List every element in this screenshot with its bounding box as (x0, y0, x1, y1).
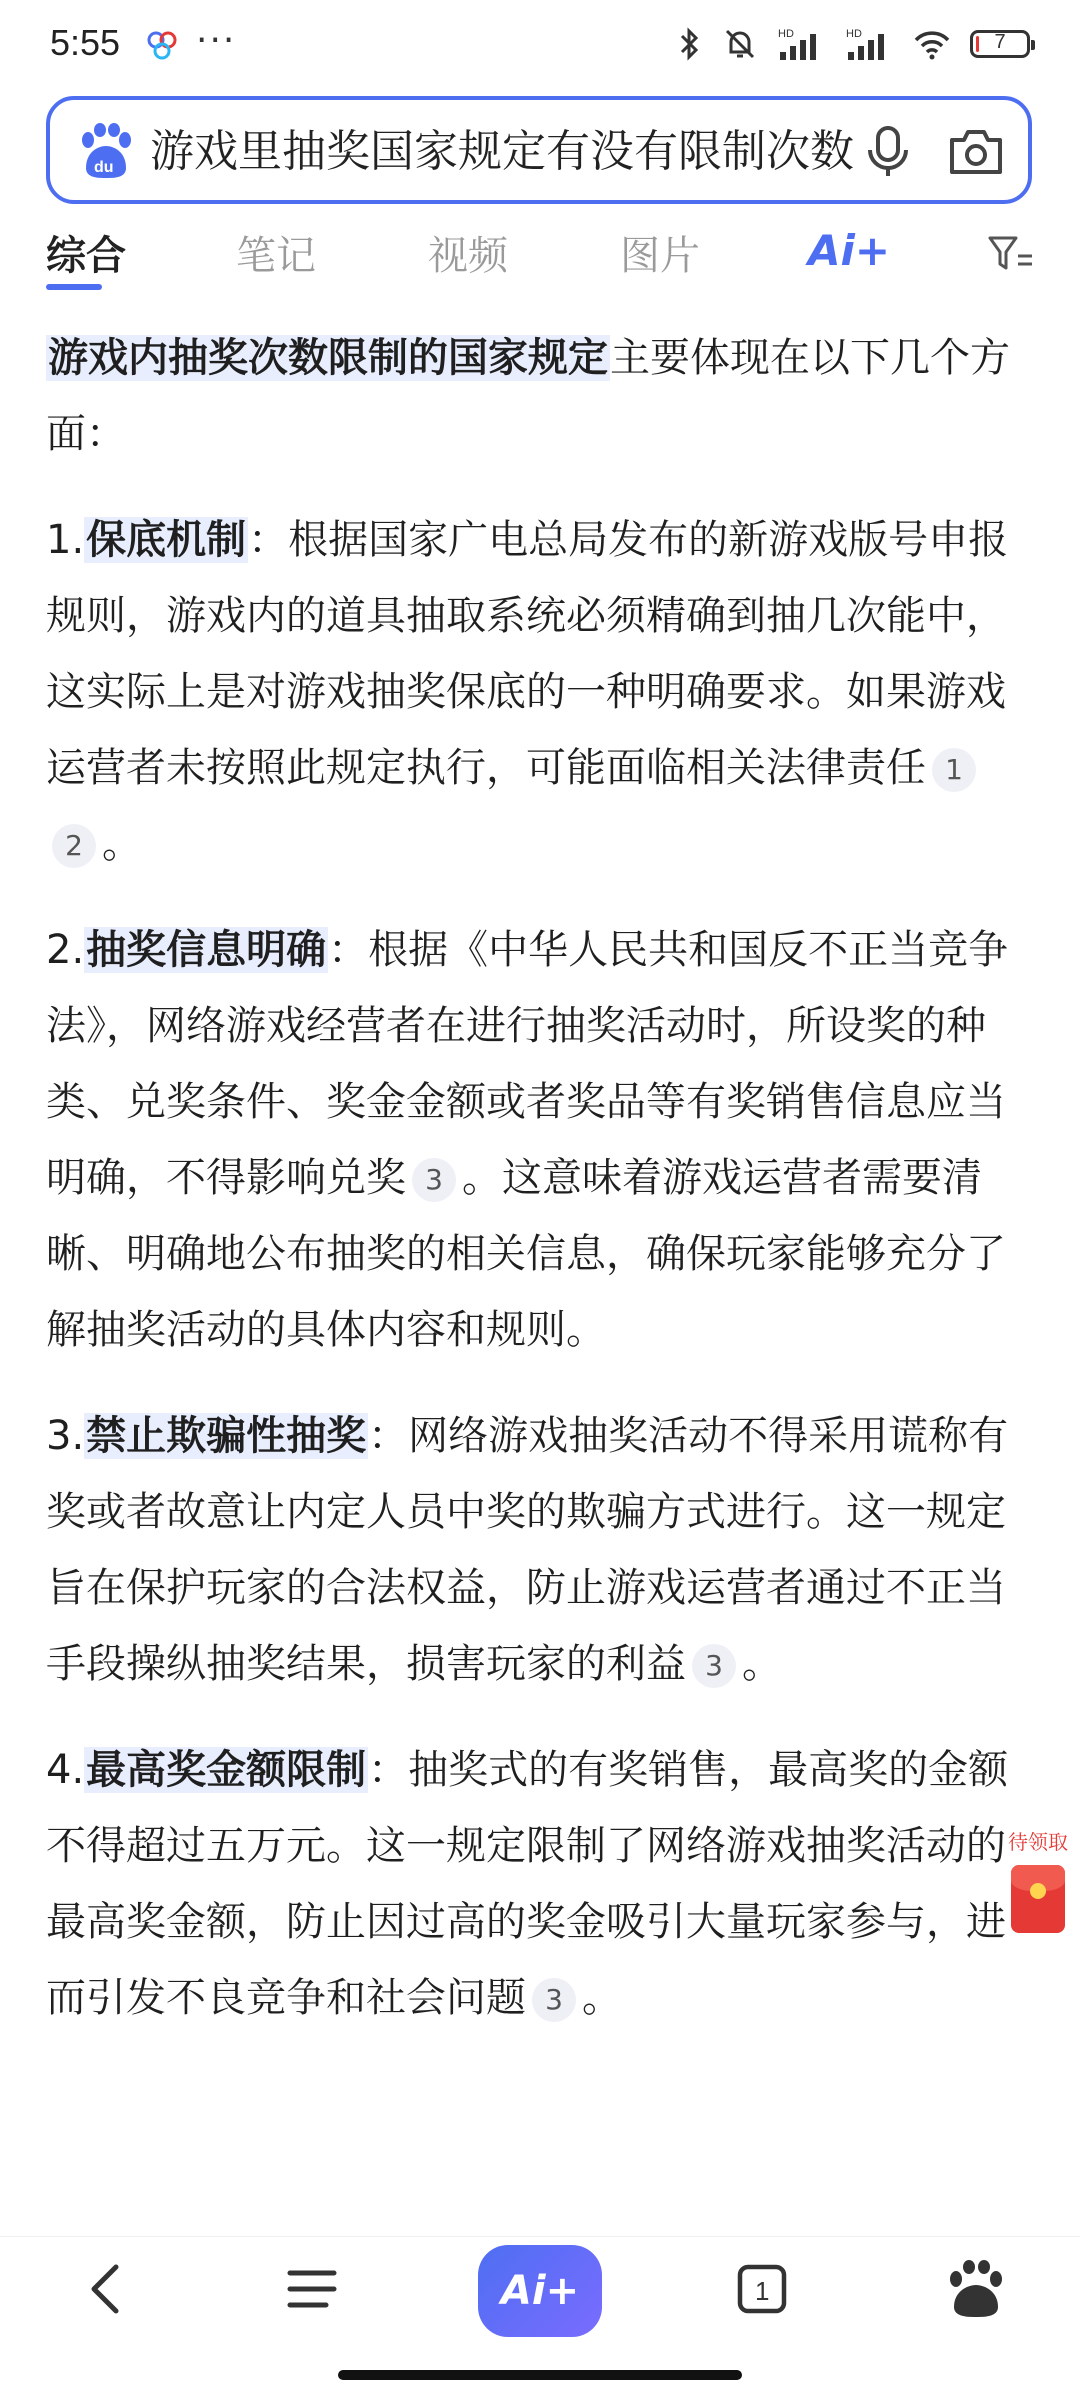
item-title: 抽奖信息明确 (86, 927, 327, 973)
red-envelope-icon[interactable] (1011, 1865, 1065, 1933)
filter-icon[interactable] (986, 232, 1036, 280)
home-indicator[interactable] (338, 2370, 742, 2380)
signal-icon-1 (776, 26, 826, 62)
answer-intro (46, 320, 1016, 472)
svg-text:1: 1 (755, 2276, 770, 2306)
answer-item-4 (46, 1732, 1016, 2036)
tab-videos[interactable]: 视频 (428, 233, 508, 279)
answer-item-3 (46, 1398, 1016, 1702)
bell-muted-icon (722, 26, 758, 62)
status-more-dots: ··· (196, 20, 237, 61)
ai-answer (46, 320, 1016, 2066)
search-tabs (0, 216, 1080, 292)
citation-badge[interactable]: 3 (692, 1644, 736, 1688)
baidu-paw-icon[interactable] (944, 2257, 1008, 2325)
item-text: ：根据国家广电总局发布的新游戏版号申报规则，游戏内的道具抽取系统必须精确到抽几次能中，这实际上是对游戏抽奖保底的一种明确要求。如果游戏运营者未按照此规定执行，可能面临相关法律责任 (46, 517, 1009, 791)
item-tail: 。这意味着游戏运营者需要清晰、明确地公布抽奖的相关信息，确保玩家能够充分了解抽奖活动的具体内容和规则。 (46, 1155, 1006, 1353)
item-number: 4. (46, 1747, 85, 1793)
wifi-icon (912, 26, 952, 62)
item-tail: 。 (742, 1641, 782, 1687)
battery-level: 7 (994, 31, 1006, 53)
camera-icon[interactable] (946, 122, 1006, 186)
svg-text:HD: HD (846, 28, 862, 40)
red-envelope-label: 待领取 (1008, 1830, 1068, 1854)
tab-all[interactable]: 综合 (46, 233, 126, 279)
active-tab-underline (46, 284, 102, 290)
answer-item-2 (46, 912, 1016, 1368)
tab-ai[interactable]: Ai+ (808, 226, 891, 275)
tab-images[interactable]: 图片 (620, 233, 700, 279)
answer-item-1 (46, 502, 1016, 882)
intro-text: 主要体现在以下几个方面： (46, 335, 1010, 457)
ai-assistant-button[interactable]: Ai+ (478, 2245, 602, 2337)
svg-text:HD: HD (778, 28, 794, 40)
item-tail: 。 (102, 821, 142, 867)
signal-icon-2 (844, 26, 894, 62)
search-input[interactable]: 游戏里抽奖国家规定有没有限制次数 (150, 126, 854, 177)
item-text: ：网络游戏抽奖活动不得采用谎称有奖或者故意让内定人员中奖的欺骗方式进行。这一规定旨在保护玩家的合法权益，防止游戏运营者通过不正当手段操纵抽奖结果，损害玩家的利益 (46, 1413, 1009, 1687)
app-notification-icon (144, 28, 180, 68)
item-title: 保底机制 (86, 517, 247, 563)
back-icon[interactable] (76, 2257, 136, 2325)
tab-notes[interactable]: 笔记 (236, 233, 316, 279)
microphone-icon[interactable] (860, 122, 916, 186)
item-number: 2. (46, 927, 85, 973)
status-time: 5:55 (50, 22, 121, 63)
citation-badge[interactable]: 3 (412, 1158, 456, 1202)
bluetooth-icon (674, 26, 704, 62)
citation-badge[interactable]: 3 (532, 1978, 576, 2022)
item-text: ：抽奖式的有奖销售，最高奖的金额不得超过五万元。这一规定限制了网络游戏抽奖活动的最高奖金额，防止因过高的奖金吸引大量玩家参与，进而引发不良竞争和社会问题 (46, 1747, 1009, 2021)
citation-badge[interactable]: 1 (932, 748, 976, 792)
status-icons (674, 26, 1030, 62)
red-envelope-widget[interactable] (1000, 1826, 1076, 1933)
bottom-nav (0, 2236, 1080, 2367)
item-title: 最高奖金额限制 (86, 1747, 367, 1793)
search-bar[interactable] (46, 96, 1032, 204)
item-number: 1. (46, 517, 85, 563)
battery-icon (970, 30, 1030, 58)
menu-icon[interactable] (282, 2257, 342, 2325)
svg-text:du: du (94, 159, 114, 176)
item-number: 3. (46, 1413, 85, 1459)
citation-badge[interactable]: 2 (52, 824, 96, 868)
intro-highlight: 游戏内抽奖次数限制的国家规定 (48, 335, 608, 381)
item-tail: 。 (582, 1975, 622, 2021)
status-bar (0, 0, 1080, 92)
item-title: 禁止欺骗性抽奖 (86, 1413, 367, 1459)
tabs-count-icon[interactable] (732, 2257, 792, 2325)
baidu-logo-icon (78, 122, 134, 186)
item-text: ：根据《中华人民共和国反不正当竞争法》，网络游戏经营者在进行抽奖活动时，所设奖的种类、兑奖条件、奖金金额或者奖品等有奖销售信息应当明确，不得影响兑奖 (46, 927, 1009, 1201)
